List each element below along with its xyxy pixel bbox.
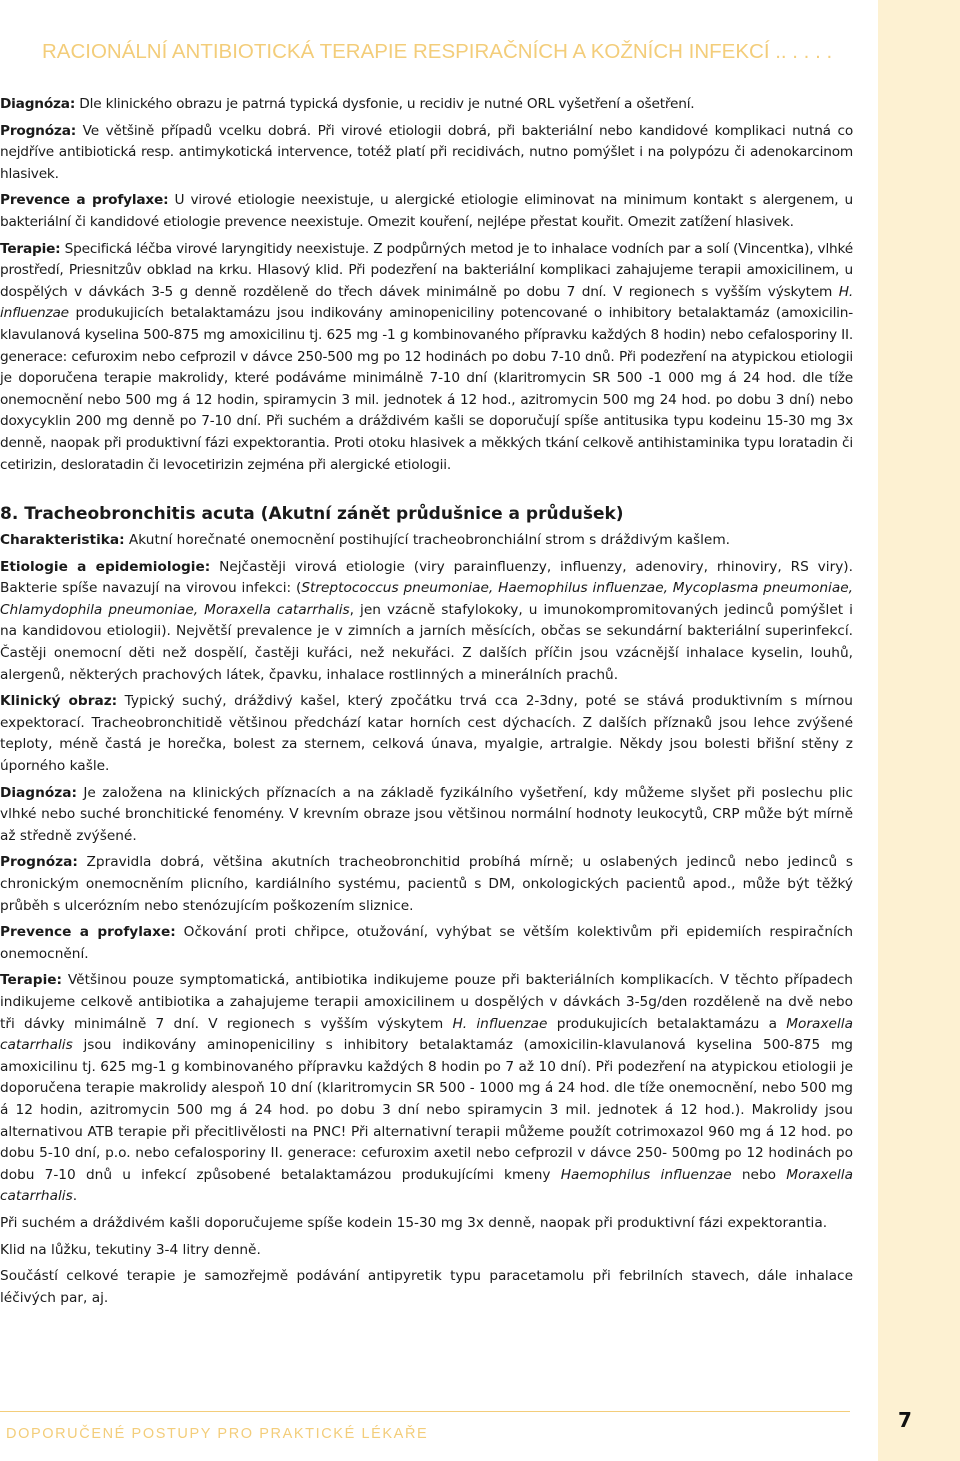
paragraph-overall-therapy: Součástí celkové terapie je samozřejmě podávání antipyretik typu paracetamolu při febrilních stavech, dále inhalace léčivých par, aj. xyxy=(0,1268,853,1306)
footer-rule xyxy=(0,1411,850,1412)
paragraph-prognosis-2 xyxy=(0,852,853,917)
text-characteristics: Akutní horečnaté onemocnění postihující tracheobronchiální strom s dráždivým kašlem. xyxy=(124,532,731,549)
label-diagnosis: Diagnóza: xyxy=(0,96,76,112)
paragraph-therapy xyxy=(0,239,853,477)
side-stripe xyxy=(878,0,960,1461)
label-prognosis-2: Prognóza: xyxy=(0,854,78,871)
text-diagnosis: Dle klinického obrazu je patrná typická dysfonie, u recidiv je nutné ORL vyšetření a ošetření. xyxy=(75,96,695,112)
text-therapy-2: produkujicích betalaktamázu jsou indikovány aminopeniciliny potencované o inhibitory betalaktamáz (amoxicilin-klavulanová kyselina 500-875 mg amoxicilinu tj. 625 mg -1 g kombinovaného přípravku každých 8 hodin) nebo cefalosporiny II. generace: cefuroxim nebo cefprozil v dávce 250-500 mg po 12 hodinách po dobu 7-10 dnů. Při podezření na atypickou etiologii je doporučena terapie makrolidy, které podáváme minimálně 7-10 dní (klaritromycin SR 500 -1 000 mg á 24 hod. dle tíže onemocnění nebo 500 mg á 12 hodin, spiramycin 3 mil. jednotek á 12 hod., azitromycin 500 mg 24 hod. po dobu 3 dní) nebo doxycyklin 200 mg denně po 7-10 dní. Při suchém a dráždivém kašli se doporučují spíše antitusika typu kodeinu 15-30 mg 3x denně, naopak při produktivní fázi expektorantia. Proti otoku hlasivek a měkkých tkání celkově antihistaminika typu loratadin či cetirizin, desloratadin či levocetirizin zejména při alergické etiologii. xyxy=(0,305,853,473)
section-heading: 8. Tracheobronchitis acuta (Akutní zánět průdušnice a průdušek) xyxy=(0,504,624,525)
italic-h-influenzae-2: H. influenzae xyxy=(452,1015,548,1032)
text-prognosis: Ve většině případů vcelku dobrá. Při virové etiologii dobrá, při bakteriální nebo kandidové komplikaci nutná co nejdříve antibiotická resp. antimykotická intervence, totéž platí při recidivách, nutno pomýšlet i na polypózu či adenokarcinom hlasivek. xyxy=(0,122,853,182)
text-therapy-2d: nebo xyxy=(731,1166,787,1183)
text-prognosis-2: Zpravidla dobrá, většina akutních tracheobronchitid probíhá mírně; u oslabených jedinců nebo jedinců s chronickým onemocněním plicního, kardiálního systému, pacientů s DM, onkologických pacientů apod., může být těžký průběh s ulcerózním nebo stenózujícím poškozením sliznice. xyxy=(0,854,853,914)
paragraph-etiology xyxy=(0,557,853,687)
page-number: 7 xyxy=(898,1408,912,1432)
paragraph-therapy-2 xyxy=(0,970,853,1208)
text-etiology-2: , jen vzácně stafylokoky, u imunokompromitovaných jedinců pomýšlet i na kandidovou etiologii). Největší prevalence je v zimních a jarních měsících, občas se sekundární bakteriální superinfekcí. Častěji onemocní děti než dospělí, častěji kuřáci, než nekuřáci. Z dalších příčin jsou vzácnější inhalace kyselin, louhů, alergenů, některých prachových látek, čpavku, inhalace rostlinných a minerálních prachů. xyxy=(0,601,853,683)
paragraph-clinical xyxy=(0,691,853,777)
paragraph-characteristics xyxy=(0,530,853,552)
paragraph-diagnosis-2 xyxy=(0,783,853,848)
text-therapy-2c: jsou indikovány aminopeniciliny s inhibitory betalaktamáz (amoxicilin-klavulanová kyselina 500-875 mg amoxicilinu tj. 625 mg-1 g kombinovaného přípravku každých 8 hodin po 7 až 10 dní). Při podezření na atypickou etiologii je doporučena terapie makrolidy alespoň 10 dní (klaritromycin SR 500 - 1000 mg á 24 hod. dle tíže onemocnění, nebo 500 mg á 12 hodin, azitromycin 500 mg á 24 hod. po dobu 3 dní nebo spiramycin 3 mil. jednotek á 12 hod.). Makrolidy jsou alternativou ATB terapie při přecitlivělosti na PNC! Při alternativní terapii můžeme použít cotrimoxazol 960 mg á 12 hod. po dobu 5-10 dní, p.o. nebo cefalosporiny II. generace: cefuroxim axetil nebo cefprozil v dávce 250- 500mg po 12 hodinách po dobu 7-10 dnů u infekcí způsobené betalaktamázou produkujícími kmeny xyxy=(0,1037,853,1183)
italic-moraxella-2: Moraxella catarrhalis xyxy=(0,1166,853,1205)
text-diagnosis-2: Je založena na klinických příznacích a na základě fyzikálního vyšetření, kdy můžeme slyšet při poslechu plic vlhké nebo suché bronchitické fenomény. V krevním obraze jsou většinou normální hodnoty leukocytů, CRP může být mírně až středně zvýšené. xyxy=(0,784,853,844)
page-footer: DOPORUČENÉ POSTUPY PRO PRAKTICKÉ LÉKAŘE xyxy=(6,1426,429,1442)
paragraph-diagnosis xyxy=(0,94,853,116)
label-prevention-2: Prevence a profylaxe: xyxy=(0,924,176,941)
label-characteristics: Charakteristika: xyxy=(0,532,125,549)
italic-pathogens: Streptococcus pneumoniae, Haemophilus influenzae, Mycoplasma pneumoniae, Chlamydophila pneumoniae, Moraxella catarrhalis xyxy=(0,580,853,618)
text-therapy-2e: . xyxy=(72,1188,78,1205)
label-clinical: Klinický obraz: xyxy=(0,693,118,710)
label-diagnosis-2: Diagnóza: xyxy=(0,784,77,801)
label-therapy-2: Terapie: xyxy=(0,972,63,989)
text-therapy-2b: produkujicích betalaktamázu a xyxy=(547,1015,787,1032)
text-therapy-2a: Většinou pouze symptomatická, antibiotika indikujeme pouze při bakteriálních komplikacích. V těchto případech indikujeme celkově antibiotika a zahajujeme terapii amoxicilinem u dospělých v dávkách 3-5g/den rozděleně na dvě nebo tři dávky minimálně 7 dní. V regionech s vyšším výskytem xyxy=(0,972,853,1032)
label-etiology: Etiologie a epidemiologie: xyxy=(0,558,211,575)
text-prevention: U virové etiologie neexistuje, u alergické etiologie eliminovat na minimum kontakt s alergenem, u bakteriální či kandidové etiologie prevence neexistuje. Omezit kouření, nejlépe přestat kouřit. Omezit zatížení hlasivek. xyxy=(0,192,854,230)
label-therapy: Terapie: xyxy=(0,240,61,257)
text-etiology-1: Nejčastěji virová etiologie (viry parainfluenzy, influenzy, adenoviry, rhinoviry, RS viry). Bakterie spíše navazují na virovou infekci: ( xyxy=(0,558,853,597)
main-content xyxy=(0,94,853,1314)
italic-h-influenzae: H. influenzae xyxy=(0,283,853,322)
paragraph-prevention xyxy=(0,190,853,233)
italic-moraxella: Moraxella catarrhalis xyxy=(0,1015,853,1054)
text-therapy-1: Specifická léčba virové laryngitidy neexistuje. Z podpůrných metod je to inhalace vodních par a solí (Vincentka), vlhké prostředí, Priesnitzův obklad na krku. Hlasový klid. Při podezření na bakteriální komplikaci zahajujeme terapii amoxicilinem, u dospělých v dávkách 3-5 g denně rozděleně do třech dávek minimálně po dobu 7 dní. V regionech s vyšším výskytem xyxy=(0,240,853,300)
label-prognosis: Prognóza: xyxy=(0,122,77,139)
text-prevention-2: Očkování proti chřipce, otužování, vyhýbat se větším kolektivům při epidemiích respiračních onemocnění. xyxy=(0,924,853,962)
paragraph-rest: Klid na lůžku, tekutiny 3-4 litry denně. xyxy=(0,1241,261,1258)
paragraph-prognosis xyxy=(0,121,853,186)
paragraph-prevention-2 xyxy=(0,922,853,965)
text-clinical: Typický suchý, dráždivý kašel, který zpočátku trvá cca 2-3dny, poté se stává produktivním s mírnou expektorací. Tracheobronchitidě většinou předchází katar horních cest dýchacích. Z dalších příznaků jsou lehce zvýšené teploty, méně častá je horečka, bolest za sternem, celková únava, myalgie, artralgie. Někdy jsou bolesti břišní stěny z úporného kašle. xyxy=(0,693,853,775)
italic-haemophilus: Haemophilus influenzae xyxy=(560,1166,732,1183)
page-header: RACIONÁLNÍ ANTIBIOTICKÁ TERAPIE RESPIRAČNÍCH A KOŽNÍCH INFEKCÍ .. . . . . xyxy=(42,40,833,63)
paragraph-cough: Při suchém a dráždivém kašli doporučujeme spíše kodein 15-30 mg 3x denně, naopak při produktivní fázi expektorantia. xyxy=(0,1214,828,1231)
label-prevention: Prevence a profylaxe: xyxy=(0,192,169,209)
